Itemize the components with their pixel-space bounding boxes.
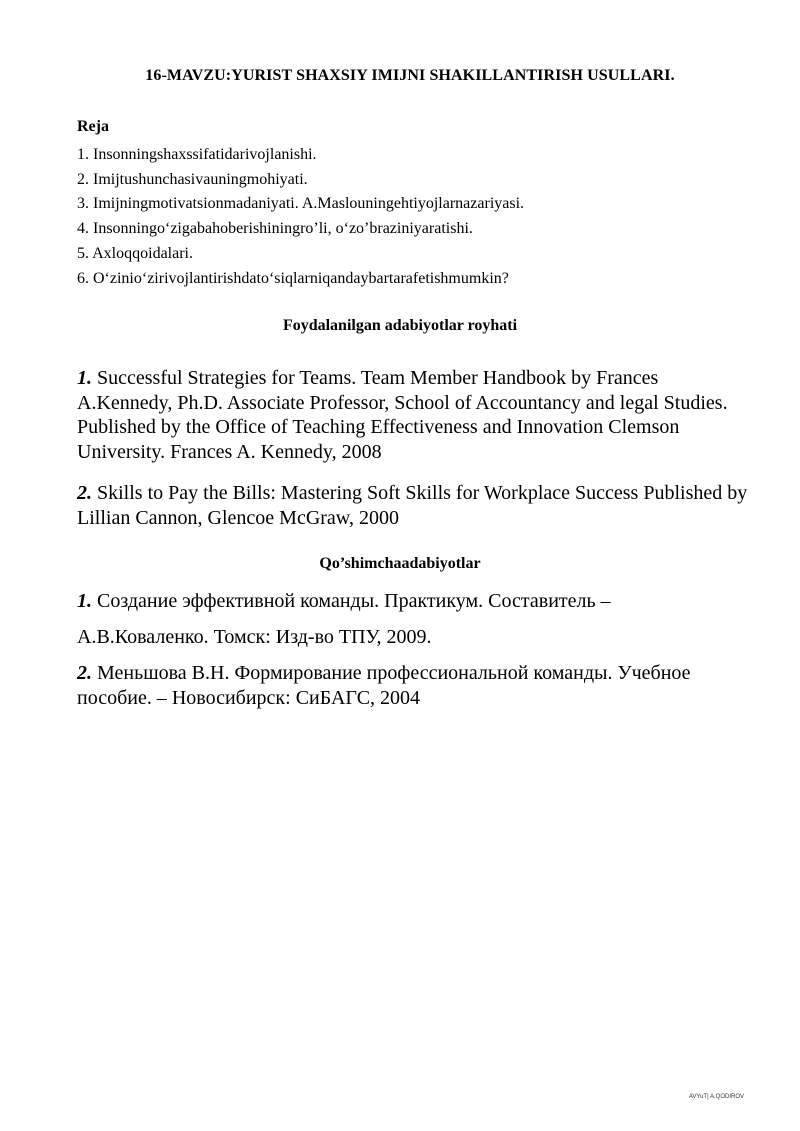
plan-item: 4. Insonningo‘zigabahoberishiningro’li, o‘zo’braziniyaratishi. — [77, 220, 473, 238]
additional-item-continuation: А.В.Коваленко. Томск: Изд-во ТПУ, 2009. — [77, 626, 432, 648]
reference-text: Skills to Pay the Bills: Mastering Soft Skills for Workplace Success Published by Lillian Cannon, Glencoe McGraw, 2000 — [77, 482, 748, 529]
additional-text: Меньшова В.Н. Формирование профессиональной команды. Учебное пособие. – Новосибирск: СиБАГС, 2004 — [77, 662, 691, 709]
plan-item: 6. O‘zinio‘zirivojlantirishdato‘siqlarniqandaybartarafetishmumkin? — [77, 269, 509, 287]
plan-item: 1. Insonningshaxssifatidarivojlanishi. — [77, 146, 317, 163]
plan-item: 3. Imijningmotivatsionmadaniyati. A.Maslouningehtiyojlarnazariyasi. — [77, 195, 525, 213]
reference-item — [77, 481, 757, 530]
additional-item — [77, 589, 757, 614]
additional-number: 1. — [77, 590, 92, 612]
plan-list — [77, 143, 524, 291]
additional-text: Создание эффективной команды. Практикум. Составитель – — [97, 590, 611, 612]
reference-number: 2. — [77, 482, 92, 504]
reference-number: 1. — [77, 367, 92, 389]
plan-item: 5. Axloqqoidalari. — [77, 244, 193, 262]
additional-heading: Qo’shimchaadabiyotlar — [319, 555, 481, 572]
additional-item — [77, 661, 757, 710]
reference-item — [77, 366, 757, 464]
plan-heading: Reja — [77, 118, 109, 135]
reference-text: Successful Strategies for Teams. Team Member Handbook by Frances A.Kennedy, Ph.D. Associate Professor, School of Accountancy and legal Studies. Published by the Office of Teaching Effectiveness and Innovation Clemson University. Frances A. Kennedy, 2008 — [77, 367, 728, 463]
references-heading: Foydalanilgan adabiyotlar royhati — [282, 317, 518, 334]
footer-author: AVYuT| A.QODIROV — [688, 1094, 744, 1100]
plan-item: 2. Imijtushunchasivauningmohiyati. — [77, 170, 308, 188]
page-title: 16-MAVZU:YURIST SHAXSIY IMIJNI SHAKILLANTIRISH USULLARI. — [145, 67, 675, 84]
additional-number: 2. — [77, 662, 92, 684]
